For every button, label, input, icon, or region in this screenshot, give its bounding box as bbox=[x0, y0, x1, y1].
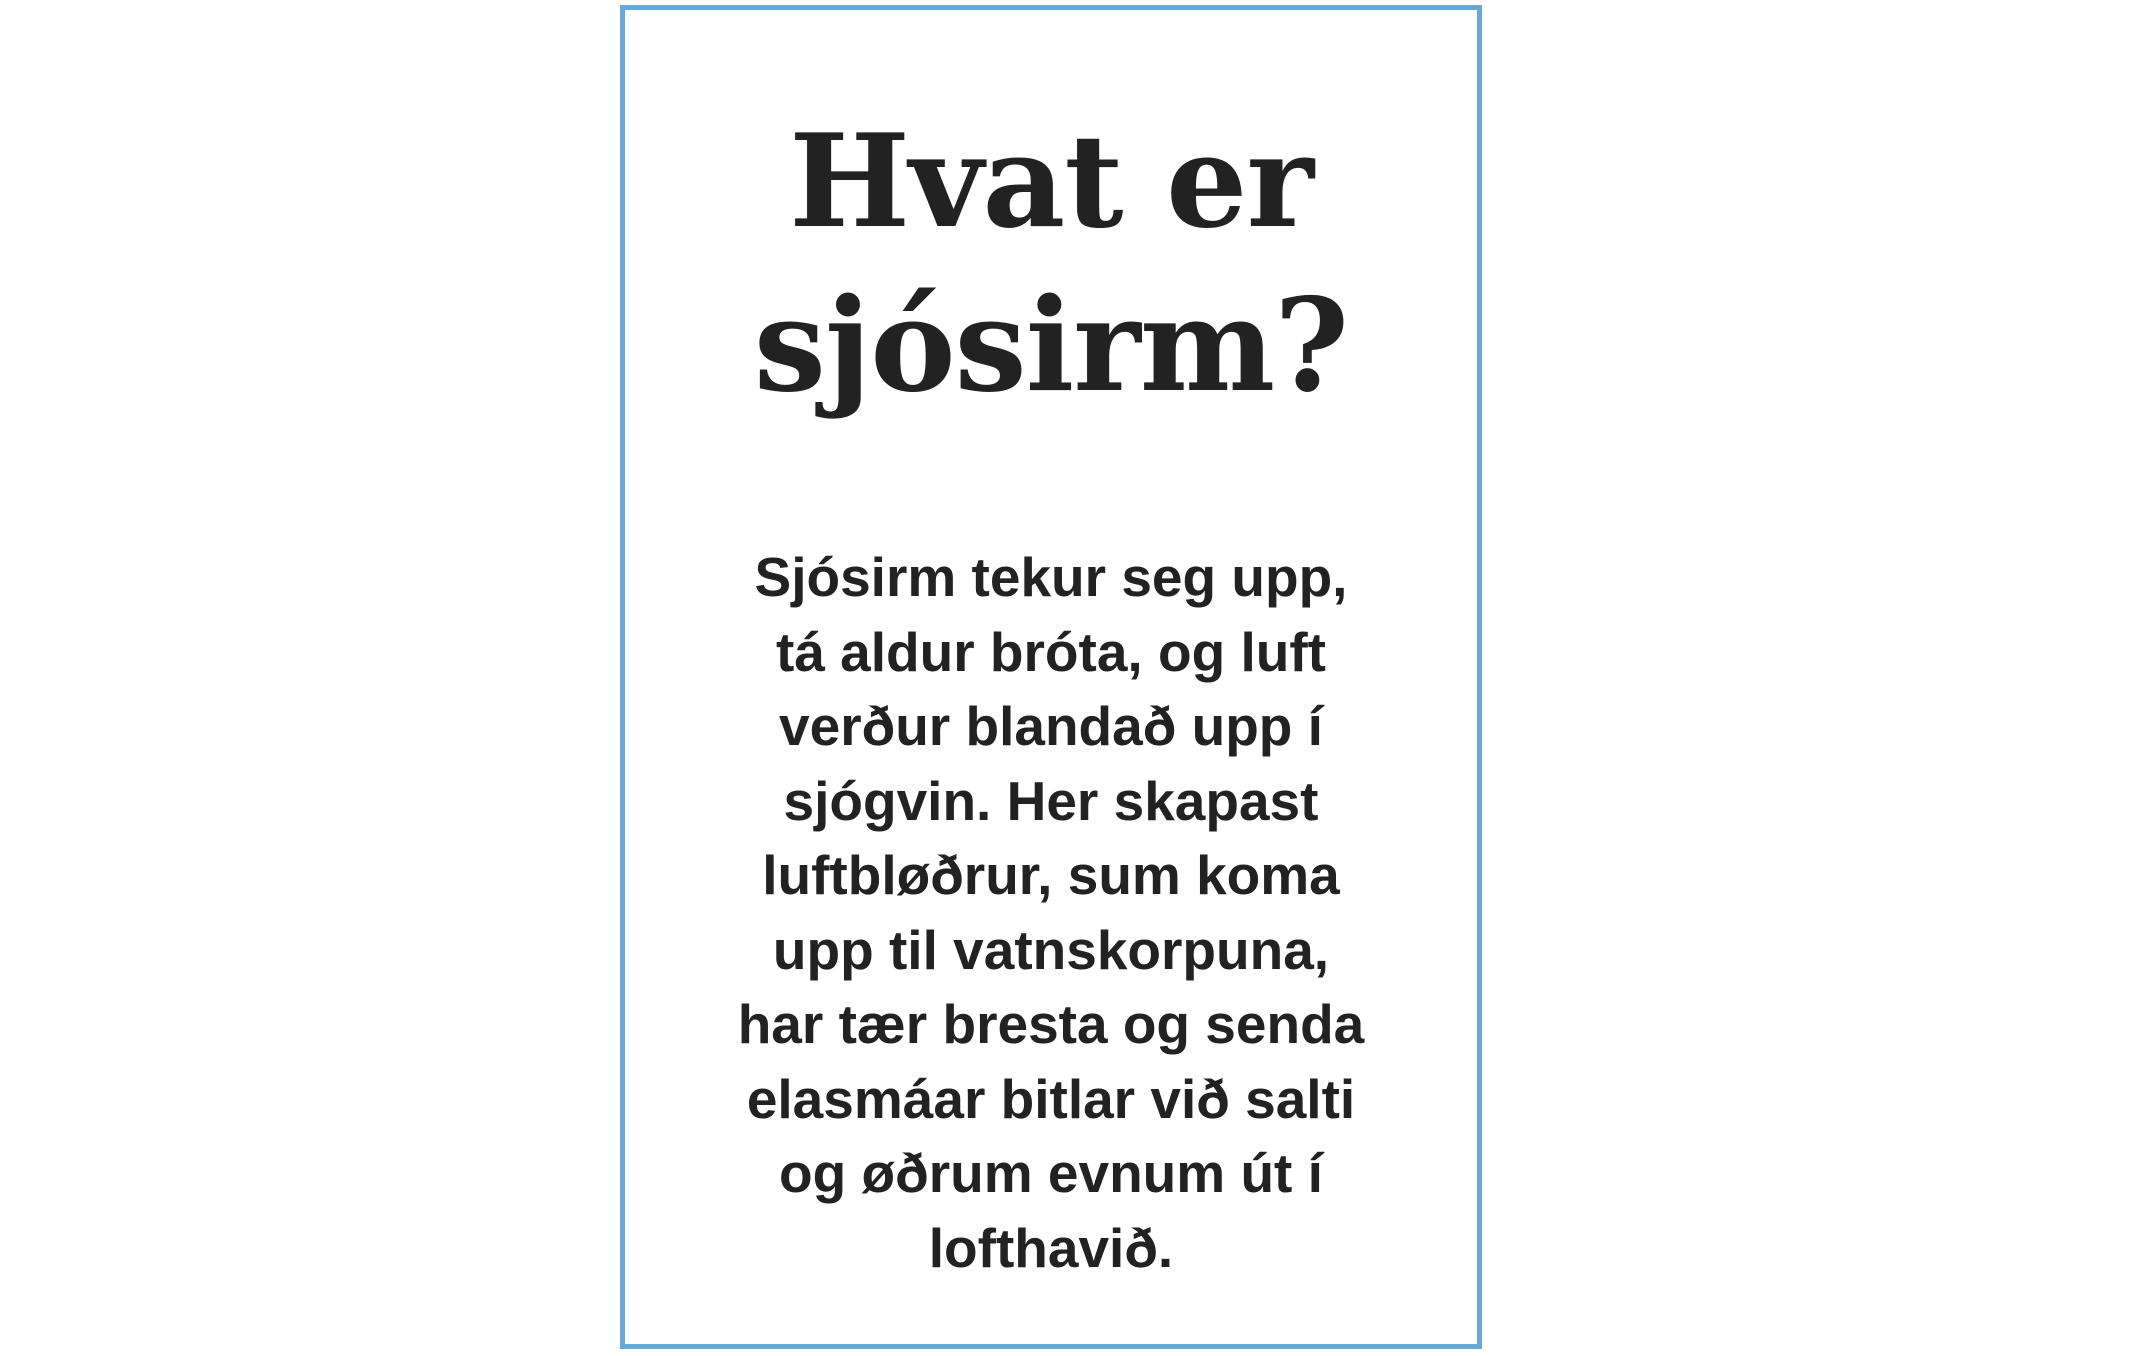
body-line: Sjósirm tekur seg upp, bbox=[754, 546, 1348, 608]
body-line: elasmáar bitlar við salti bbox=[746, 1067, 1356, 1130]
body-line: luftbløðrur, sum koma bbox=[762, 844, 1340, 906]
card-body bbox=[685, 540, 1417, 1285]
body-line: har tær bresta og senda bbox=[737, 993, 1365, 1055]
body-line: verður blandað upp í bbox=[779, 695, 1323, 757]
body-line: og øðrum evnum út í bbox=[779, 1142, 1323, 1204]
card-title bbox=[625, 100, 1477, 428]
body-line: tá aldur bróta, og luft bbox=[776, 620, 1326, 683]
body-line: lofthavið. bbox=[928, 1216, 1174, 1279]
title-line: Hvat er bbox=[789, 107, 1313, 257]
body-line: sjógvin. Her skapast bbox=[783, 769, 1319, 832]
info-card bbox=[620, 5, 1482, 1349]
title-line: sjósirm? bbox=[753, 271, 1349, 421]
body-line: upp til vatnskorpuna, bbox=[772, 918, 1330, 981]
